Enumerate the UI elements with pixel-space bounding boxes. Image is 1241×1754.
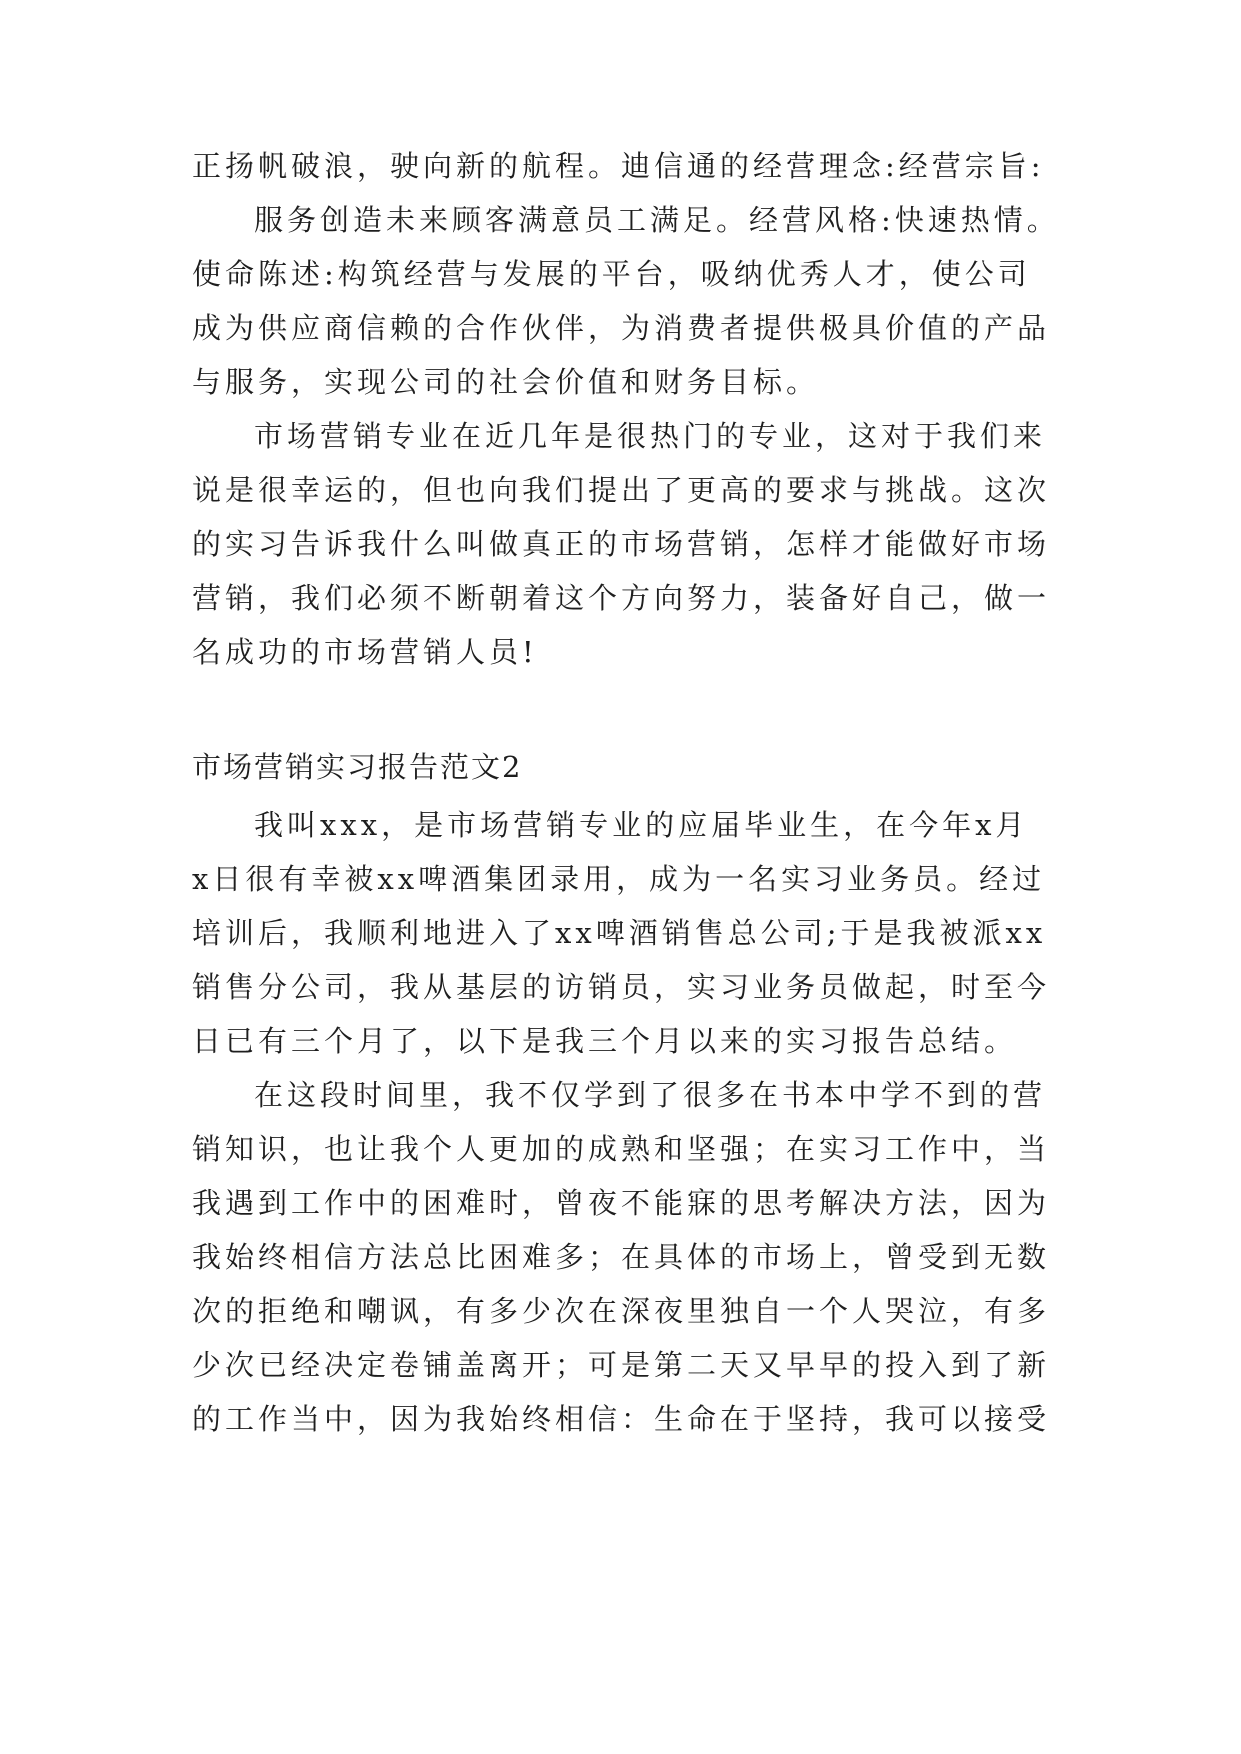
paragraph-line: 销售分公司，我从基层的访销员，实习业务员做起，时至今 bbox=[192, 970, 1051, 1004]
paragraph-line: 的工作当中，因为我始终相信：生命在于坚持，我可以接受 bbox=[192, 1402, 1051, 1436]
section-heading: 市场营销实习报告范文2 bbox=[192, 750, 523, 784]
paragraph-line: 培训后，我顺利地进入了xx啤酒销售总公司;于是我被派xx bbox=[192, 916, 1047, 950]
paragraph-line: 我叫xxx，是市场营销专业的应届毕业生，在今年x月 bbox=[254, 808, 1029, 842]
paragraph-line: 服务创造未来顾客满意员工满足。经营风格:快速热情。 bbox=[254, 203, 1060, 237]
paragraph-line: 成为供应商信赖的合作伙伴，为消费者提供极具价值的产品 bbox=[192, 311, 1051, 345]
paragraph-line: 说是很幸运的，但也向我们提出了更高的要求与挑战。这次 bbox=[192, 473, 1051, 507]
paragraph-line: 少次已经决定卷铺盖离开；可是第二天又早早的投入到了新 bbox=[192, 1348, 1051, 1382]
paragraph-line: 使命陈述:构筑经营与发展的平台，吸纳优秀人才，使公司 bbox=[192, 257, 1031, 291]
paragraph-line: 正扬帆破浪，驶向新的航程。迪信通的经营理念:经营宗旨: bbox=[192, 149, 1045, 183]
paragraph-line: 名成功的市场营销人员! bbox=[192, 635, 538, 669]
paragraph-line: 营销，我们必须不断朝着这个方向努力，装备好自己，做一 bbox=[192, 581, 1051, 615]
paragraph-line: 与服务，实现公司的社会价值和财务目标。 bbox=[192, 365, 820, 399]
paragraph-line: 我始终相信方法总比困难多；在具体的市场上，曾受到无数 bbox=[192, 1240, 1051, 1274]
paragraph-line: 次的拒绝和嘲讽，有多少次在深夜里独自一个人哭泣，有多 bbox=[192, 1294, 1051, 1328]
paragraph-line: 市场营销专业在近几年是很热门的专业，这对于我们来 bbox=[254, 419, 1047, 453]
paragraph-line: 日已有三个月了，以下是我三个月以来的实习报告总结。 bbox=[192, 1024, 1018, 1058]
paragraph-line: 在这段时间里，我不仅学到了很多在书本中学不到的营 bbox=[254, 1078, 1047, 1112]
paragraph-line: 销知识，也让我个人更加的成熟和坚强；在实习工作中，当 bbox=[192, 1132, 1051, 1166]
paragraph-line: x日很有幸被xx啤酒集团录用，成为一名实习业务员。经过 bbox=[192, 862, 1046, 896]
paragraph-line: 的实习告诉我什么叫做真正的市场营销，怎样才能做好市场 bbox=[192, 527, 1051, 561]
paragraph-line: 我遇到工作中的困难时，曾夜不能寐的思考解决方法，因为 bbox=[192, 1186, 1051, 1220]
